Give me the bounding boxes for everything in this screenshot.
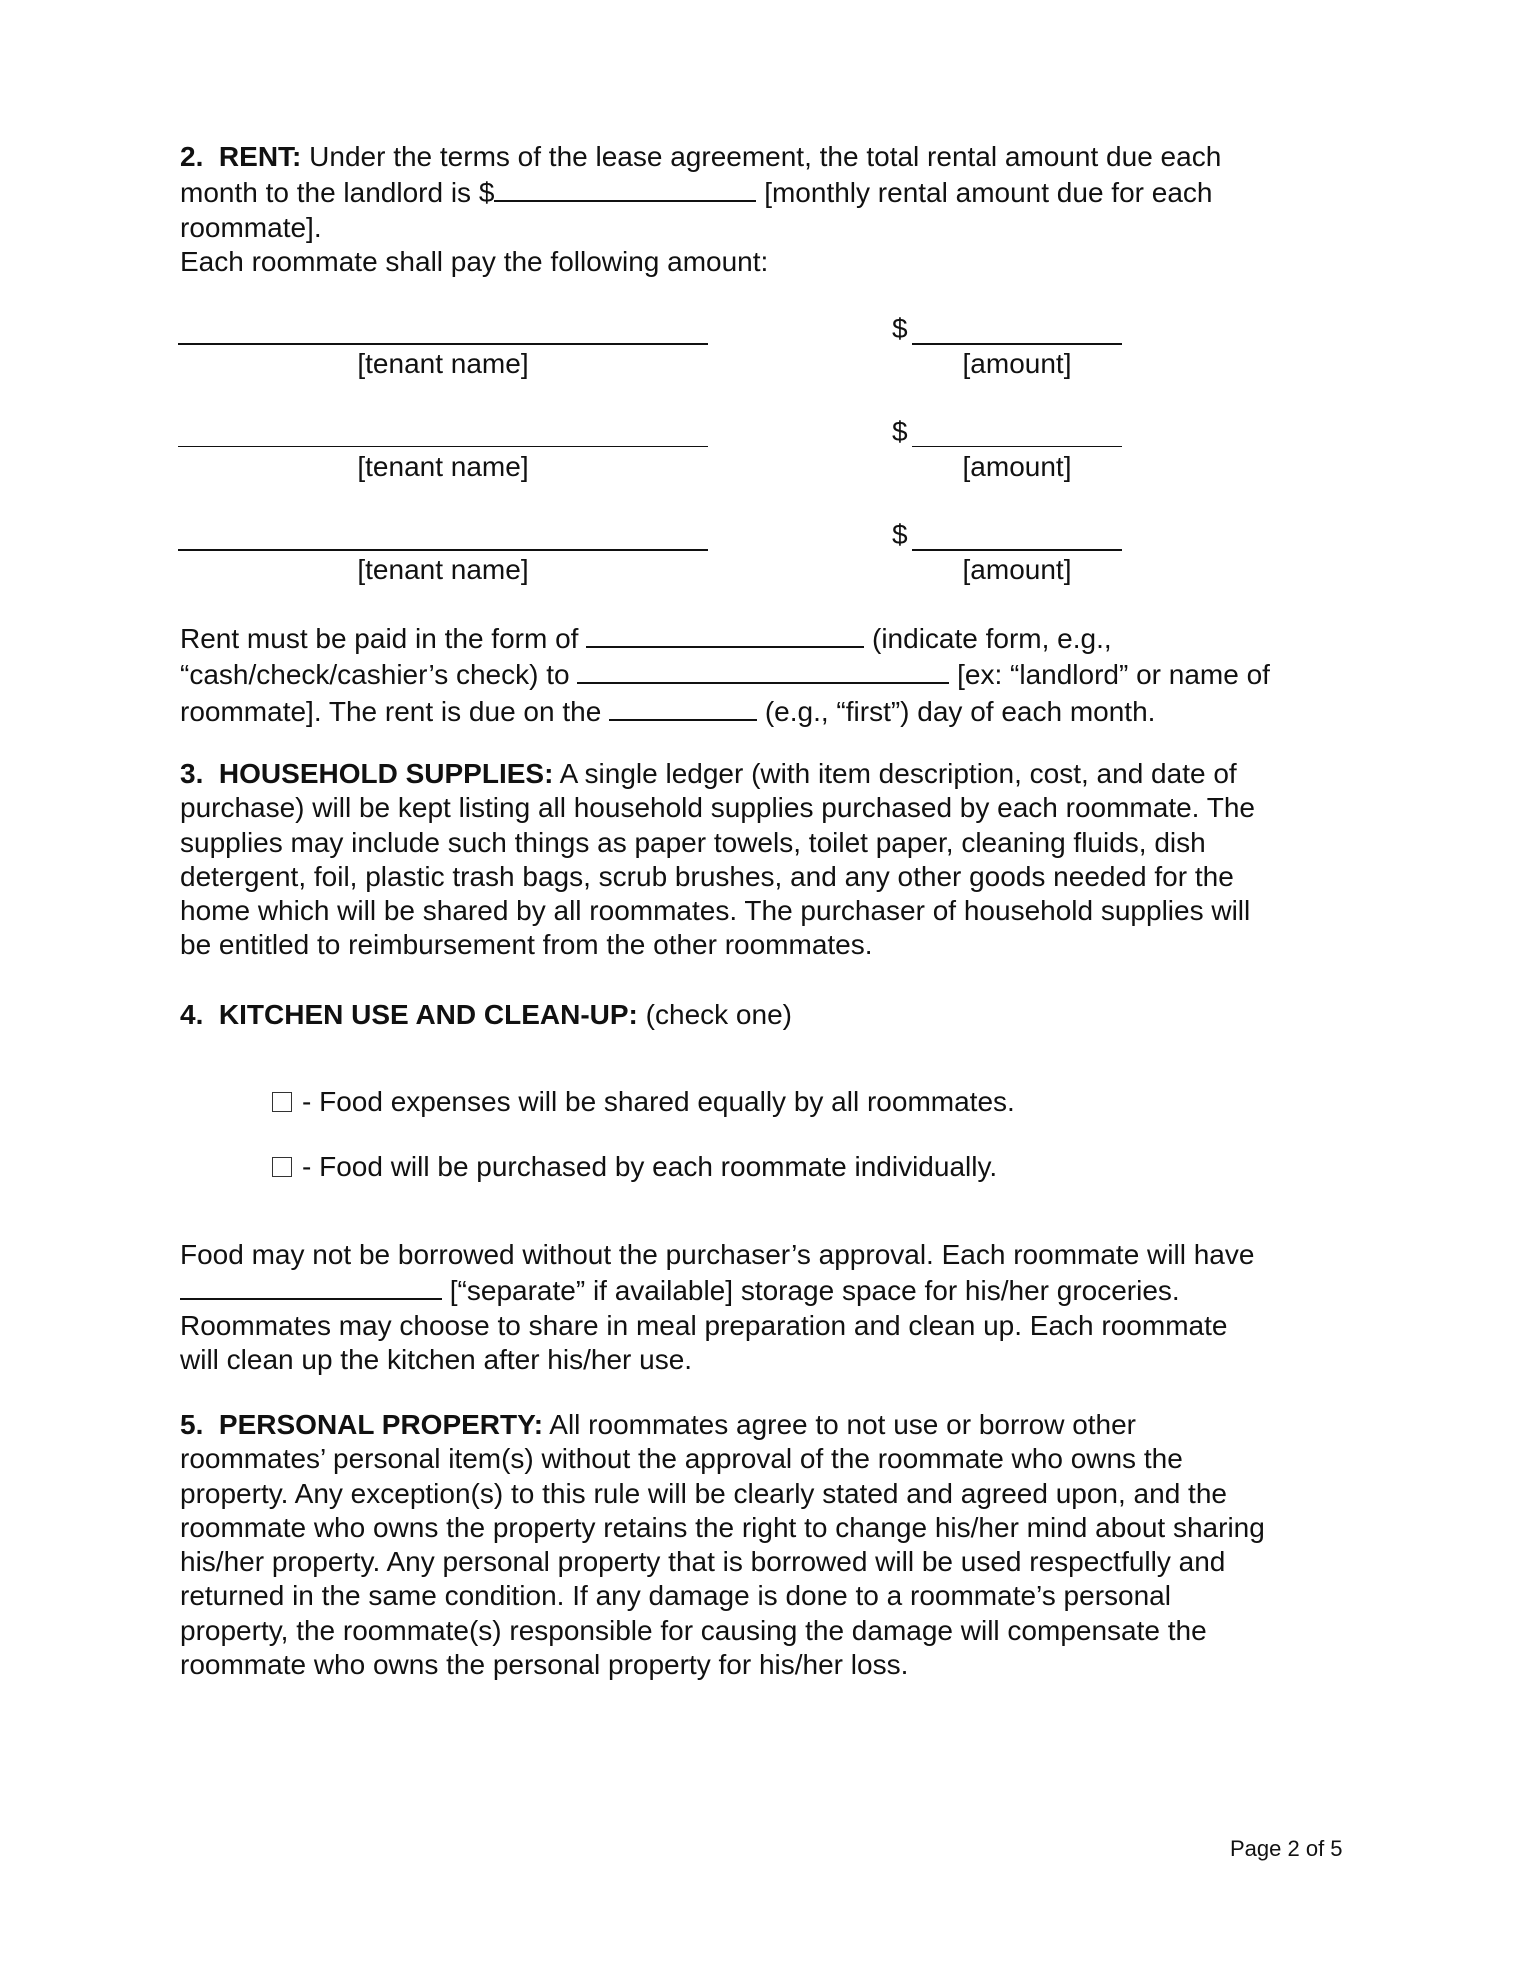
rent-form-text: (e.g., “first”) day of each month. xyxy=(757,695,1156,727)
supplies-line-3: supplies may include such things as paper towels, toilet paper, cleaning fluids, dish xyxy=(180,826,1206,858)
supplies-line-4: detergent, foil, plastic trash bags, scrub brushes, and any other goods needed for the xyxy=(180,860,1234,892)
property-line-5: his/her property. Any personal property that is borrowed will be used respectfully and xyxy=(180,1546,1226,1578)
rent-form-text: Rent must be paid in the form of xyxy=(180,623,587,654)
checkbox-icon[interactable] xyxy=(272,1157,292,1177)
property-line-2: roommates’ personal item(s) without the approval of the roommate who owns the xyxy=(180,1443,1183,1475)
tenant-name-caption: [tenant name] xyxy=(357,348,529,379)
option-label: - Food expenses will be shared equally by all roommates. xyxy=(302,1086,1015,1117)
supplies-text: A single ledger (with item description, cost, and date of xyxy=(553,758,1237,789)
supplies-line-6: be entitled to reimbursement from the other roommates. xyxy=(180,929,873,961)
page-number: Page 2 of 5 xyxy=(1230,1836,1343,1861)
tenant-name-caption: [tenant name] xyxy=(357,451,529,482)
amount-line[interactable] xyxy=(912,446,1122,447)
payment-form-blank[interactable] xyxy=(586,620,864,648)
property-line-1 xyxy=(180,1408,1350,1442)
dollar-sign: $ xyxy=(892,519,908,550)
section-household-supplies xyxy=(180,757,1350,963)
food-line-4: will clean up the kitchen after his/her use. xyxy=(180,1343,693,1375)
section-rent xyxy=(180,140,1350,279)
rent-text: month to the landlord is $ xyxy=(180,177,495,209)
property-line-7: property, the roommate(s) responsible for causing the damage will compensate the xyxy=(180,1614,1207,1646)
section-number: 2. xyxy=(180,141,204,172)
rent-form-text: [ex: “landlord” or name of xyxy=(949,659,1270,691)
storage-blank[interactable] xyxy=(180,1272,442,1300)
amount-caption: [amount] xyxy=(962,554,1072,585)
rent-form-line-2 xyxy=(180,656,1350,692)
rent-line-4: Each roommate shall pay the following amount: xyxy=(180,245,769,277)
kitchen-option-individual[interactable] xyxy=(272,1150,997,1184)
supplies-line-5: home which will be shared by all roommates. The purchaser of household supplies will xyxy=(180,895,1251,927)
section-number: 4. xyxy=(180,999,204,1030)
due-day-blank[interactable] xyxy=(609,693,757,721)
property-line-3: property. Any exception(s) to this rule will be clearly stated and agreed upon, and the xyxy=(180,1477,1227,1509)
property-text: All roommates agree to not use or borrow other xyxy=(543,1409,1137,1440)
section-number: 5. xyxy=(180,1409,204,1440)
monthly-rent-blank[interactable] xyxy=(494,174,756,202)
rent-form-text: (indicate form, e.g., xyxy=(864,623,1112,654)
option-label: - Food will be purchased by each roommate individually. xyxy=(302,1151,998,1182)
section-heading: HOUSEHOLD SUPPLIES: xyxy=(218,758,554,789)
rent-line-2 xyxy=(180,174,1350,210)
rent-form-text: roommate]. The rent is due on the xyxy=(180,695,610,727)
food-paragraph xyxy=(180,1238,1350,1377)
dollar-sign: $ xyxy=(892,313,908,344)
rent-text: [monthly rental amount due for each xyxy=(756,177,1213,209)
food-line-3: Roommates may choose to share in meal preparation and clean up. Each roommate xyxy=(180,1309,1228,1341)
section-heading: RENT: xyxy=(218,141,302,172)
rent-form-line-1 xyxy=(180,620,1350,656)
supplies-line-2: purchase) will be kept listing all household supplies purchased by each roommate. The xyxy=(180,792,1255,824)
payee-blank[interactable] xyxy=(577,656,949,684)
tenant-name-caption: [tenant name] xyxy=(357,554,529,585)
rent-form-text: “cash/check/cashier’s check) to xyxy=(180,659,578,691)
amount-caption: [amount] xyxy=(962,451,1072,482)
dollar-sign: $ xyxy=(892,416,908,447)
property-line-6: returned in the same condition. If any damage is done to a roommate’s personal xyxy=(180,1580,1171,1612)
rent-payment-paragraph xyxy=(180,620,1350,729)
section-heading: KITCHEN USE AND CLEAN-UP: xyxy=(218,999,638,1030)
section-personal-property xyxy=(180,1408,1350,1682)
section-kitchen xyxy=(180,998,1350,1032)
rent-line-1 xyxy=(180,140,1350,174)
food-text: [“separate” if available] storage space for his/her groceries. xyxy=(442,1275,1180,1307)
tenant-name-line[interactable] xyxy=(178,343,708,345)
tenant-name-line[interactable] xyxy=(178,446,708,447)
section-number: 3. xyxy=(180,758,204,789)
rent-line-3: roommate]. xyxy=(180,211,322,243)
amount-caption: [amount] xyxy=(962,348,1072,379)
tenant-name-line[interactable] xyxy=(178,549,708,551)
property-line-4: roommate who owns the property retains the right to change his/her mind about sharing xyxy=(180,1511,1265,1543)
kitchen-subtext: (check one) xyxy=(637,999,792,1030)
rent-text: Under the terms of the lease agreement, the total rental amount due each xyxy=(301,141,1222,172)
section-heading: PERSONAL PROPERTY: xyxy=(218,1409,544,1440)
amount-line[interactable] xyxy=(912,343,1122,345)
supplies-line-1 xyxy=(180,757,1350,791)
rent-form-line-3 xyxy=(180,693,1350,729)
kitchen-option-shared[interactable] xyxy=(272,1085,1015,1119)
food-line-1: Food may not be borrowed without the purchaser’s approval. Each roommate will have xyxy=(180,1239,1255,1270)
amount-line[interactable] xyxy=(912,549,1122,551)
property-line-8: roommate who owns the personal property for his/her loss. xyxy=(180,1649,909,1681)
food-line-2 xyxy=(180,1272,1350,1308)
checkbox-icon[interactable] xyxy=(272,1092,292,1112)
